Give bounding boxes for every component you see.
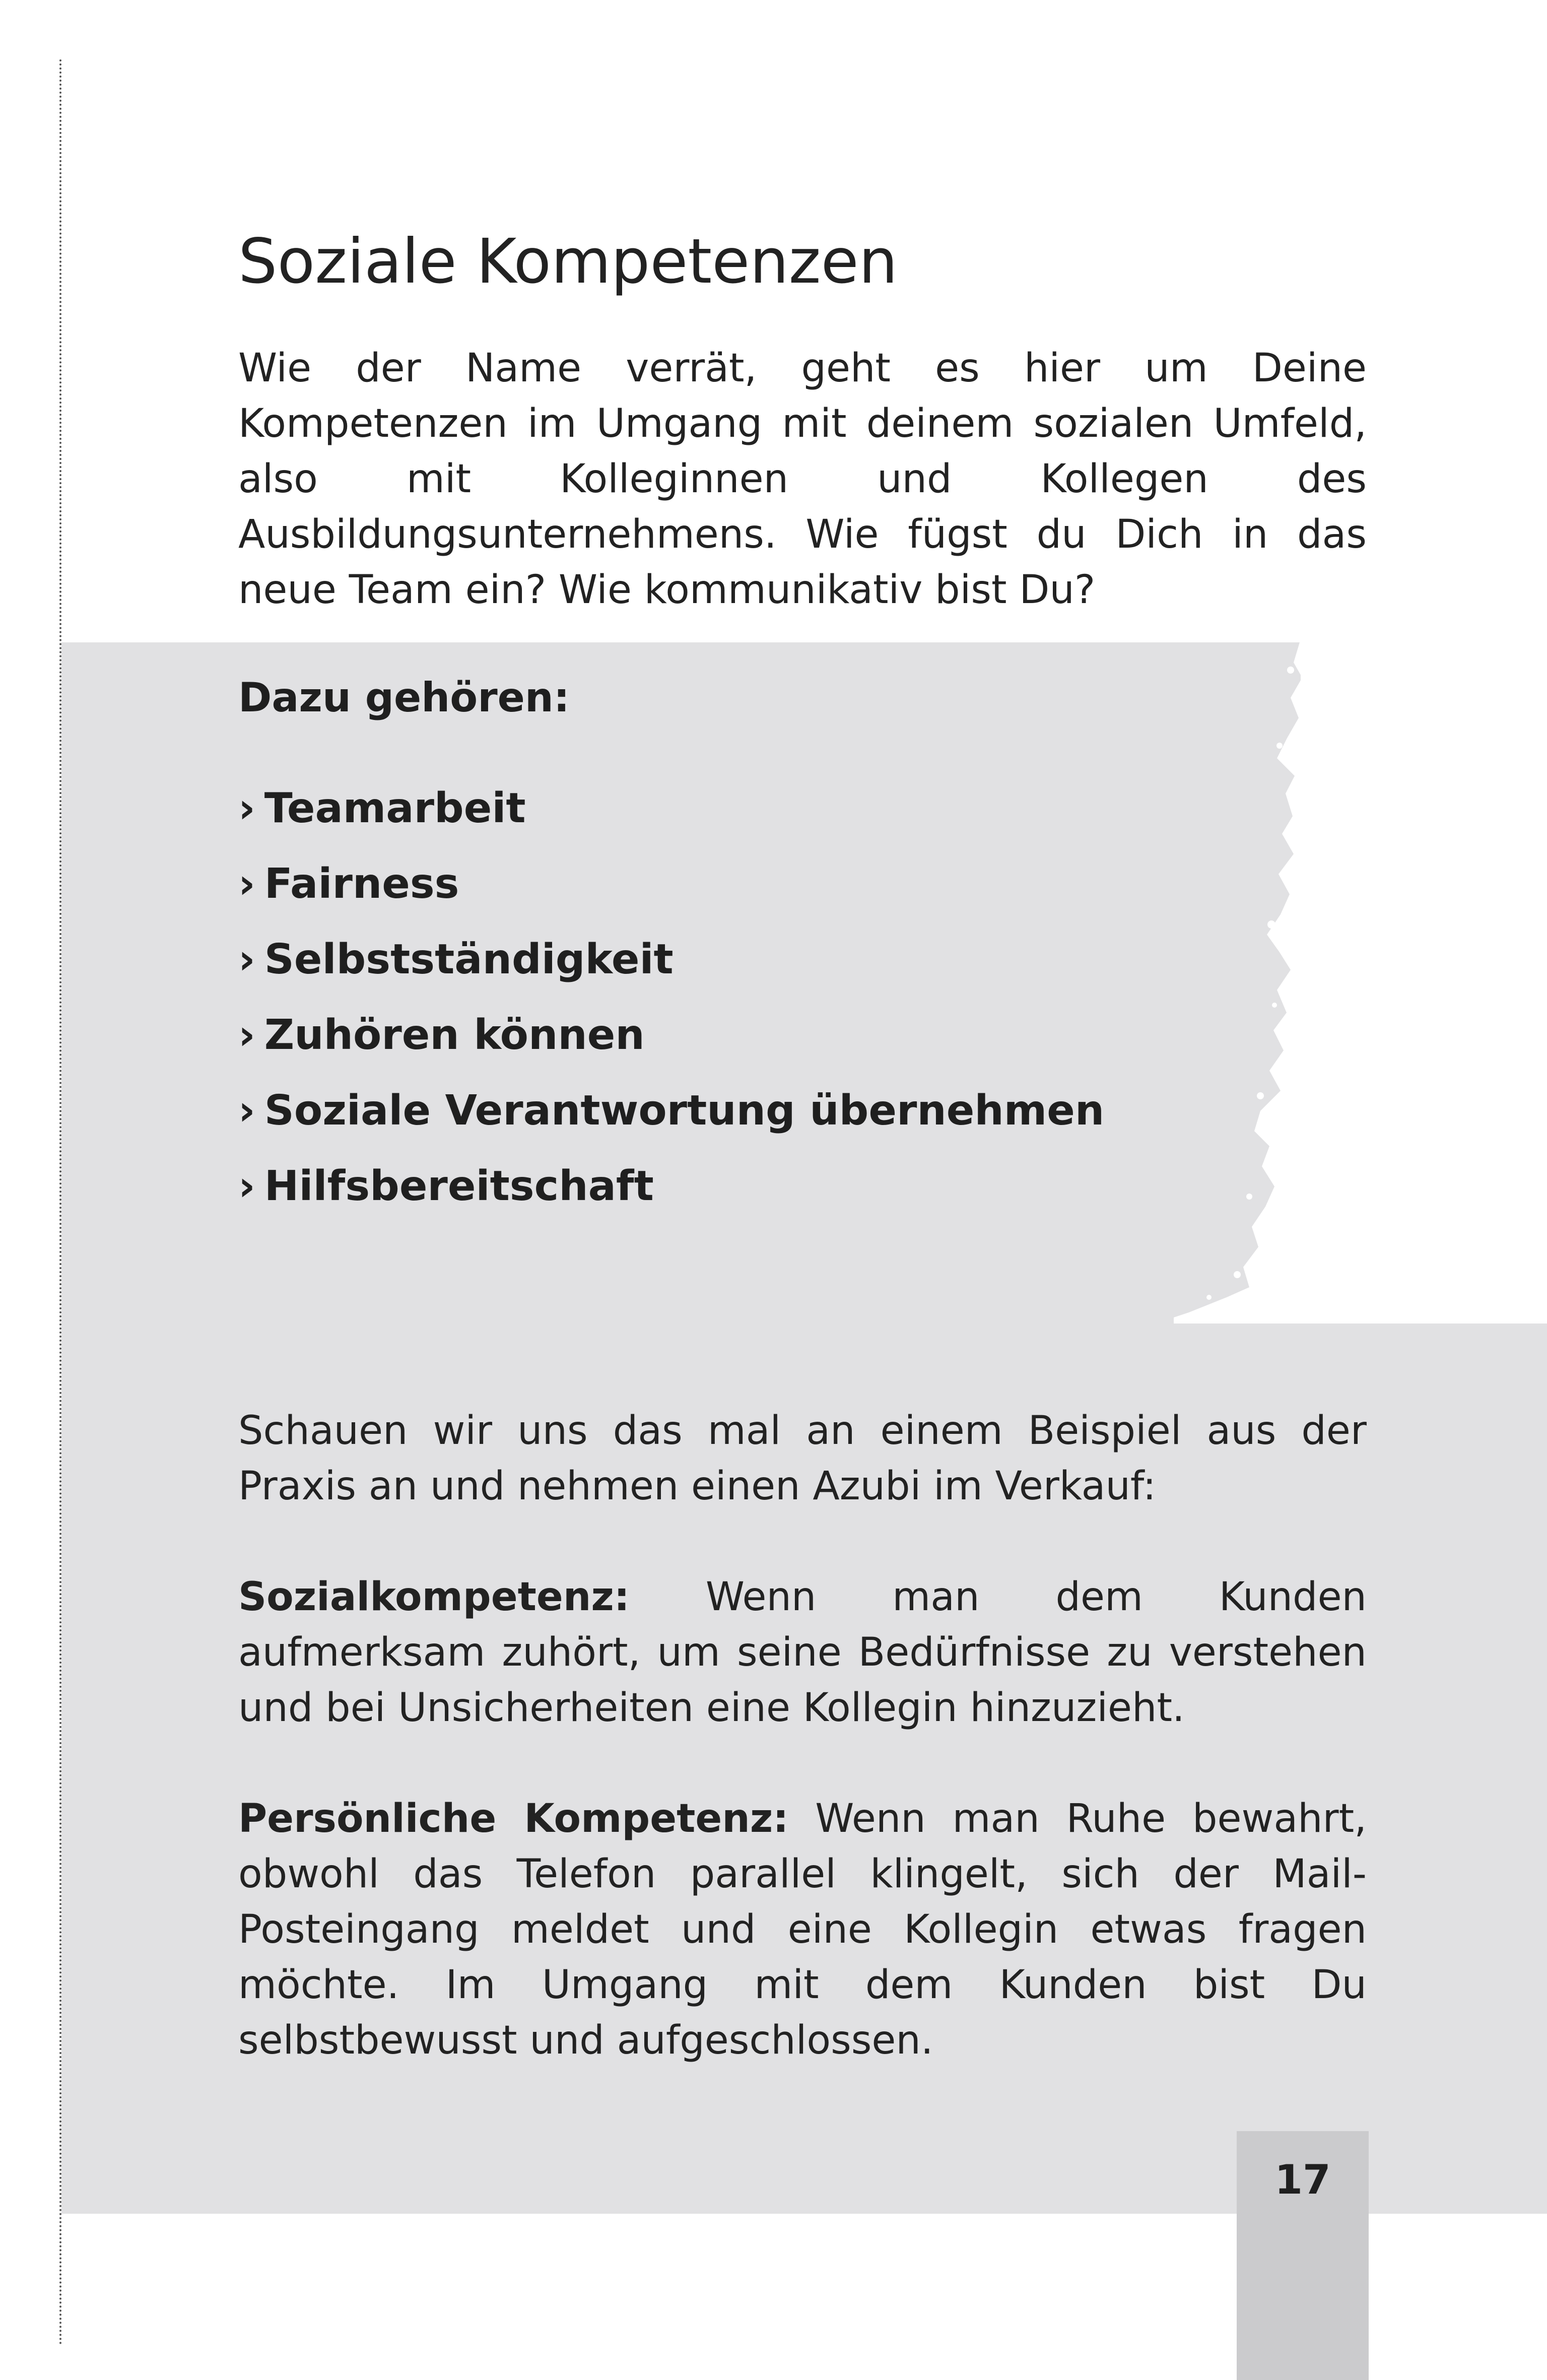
chevron-right-icon: ›	[238, 1162, 255, 1210]
social-competence-label: Sozialkompetenz:	[238, 1574, 630, 1620]
example-intro-paragraph: Schauen wir uns das mal an einem Beispiel aus der Praxis an und nehmen einen Azubi im Verkauf:	[238, 1408, 1367, 1509]
chevron-right-icon: ›	[238, 1087, 255, 1135]
list-item-label: Fairness	[264, 860, 459, 908]
list-item-label: Hilfsbereitschaft	[264, 1162, 654, 1210]
personal-competence-paragraph	[238, 1791, 1367, 2068]
personal-competence-label: Persönliche Kompetenz:	[238, 1796, 789, 1841]
competence-list	[238, 778, 1104, 1232]
list-item-label: Selbstständigkeit	[264, 936, 674, 983]
chevron-right-icon: ›	[238, 1011, 255, 1059]
torn-paper-edge	[1174, 642, 1305, 1324]
list-item	[238, 854, 1104, 930]
social-competence-paragraph	[238, 1569, 1367, 1736]
chevron-right-icon: ›	[238, 936, 255, 983]
personal-competence-text: Wenn man Ruhe bewahrt, obwohl das Telefon parallel klingelt, sich der Mail-Posteingang meldet und eine Kollegin etwas fragen möchte. Im Umgang mit dem Kunden bist Du selbstbewusst und aufgeschlossen.	[238, 1796, 1367, 2063]
chevron-right-icon: ›	[238, 784, 255, 832]
list-item	[238, 930, 1104, 1005]
social-competence-text: Wenn man dem Kunden aufmerksam zuhört, um seine Bedürfnisse zu verstehen und bei Unsicherheiten eine Kollegin hinzuzieht.	[238, 1574, 1367, 1731]
chevron-right-icon: ›	[238, 860, 255, 908]
list-heading: Dazu gehören:	[238, 674, 570, 721]
page-title: Soziale Kompetenzen	[238, 226, 898, 297]
list-item	[238, 1005, 1104, 1081]
list-item-label: Zuhören können	[264, 1011, 645, 1059]
list-item	[238, 778, 1104, 854]
list-item-label: Teamarbeit	[264, 784, 526, 832]
intro-paragraph: Wie der Name verrät, geht es hier um Deine Kompetenzen im Umgang mit deinem sozialen Umfeld, also mit Kolleginnen und Kollegen des Ausbildungsunternehmens. Wie fügst du Dich in das neue Team ein? Wie kommunikativ bist Du?	[238, 346, 1367, 613]
list-item	[238, 1156, 1104, 1232]
list-item-label: Soziale Verantwortung übernehmen	[264, 1087, 1105, 1135]
page-number: 17	[1274, 2156, 1331, 2203]
list-item	[238, 1081, 1104, 1156]
